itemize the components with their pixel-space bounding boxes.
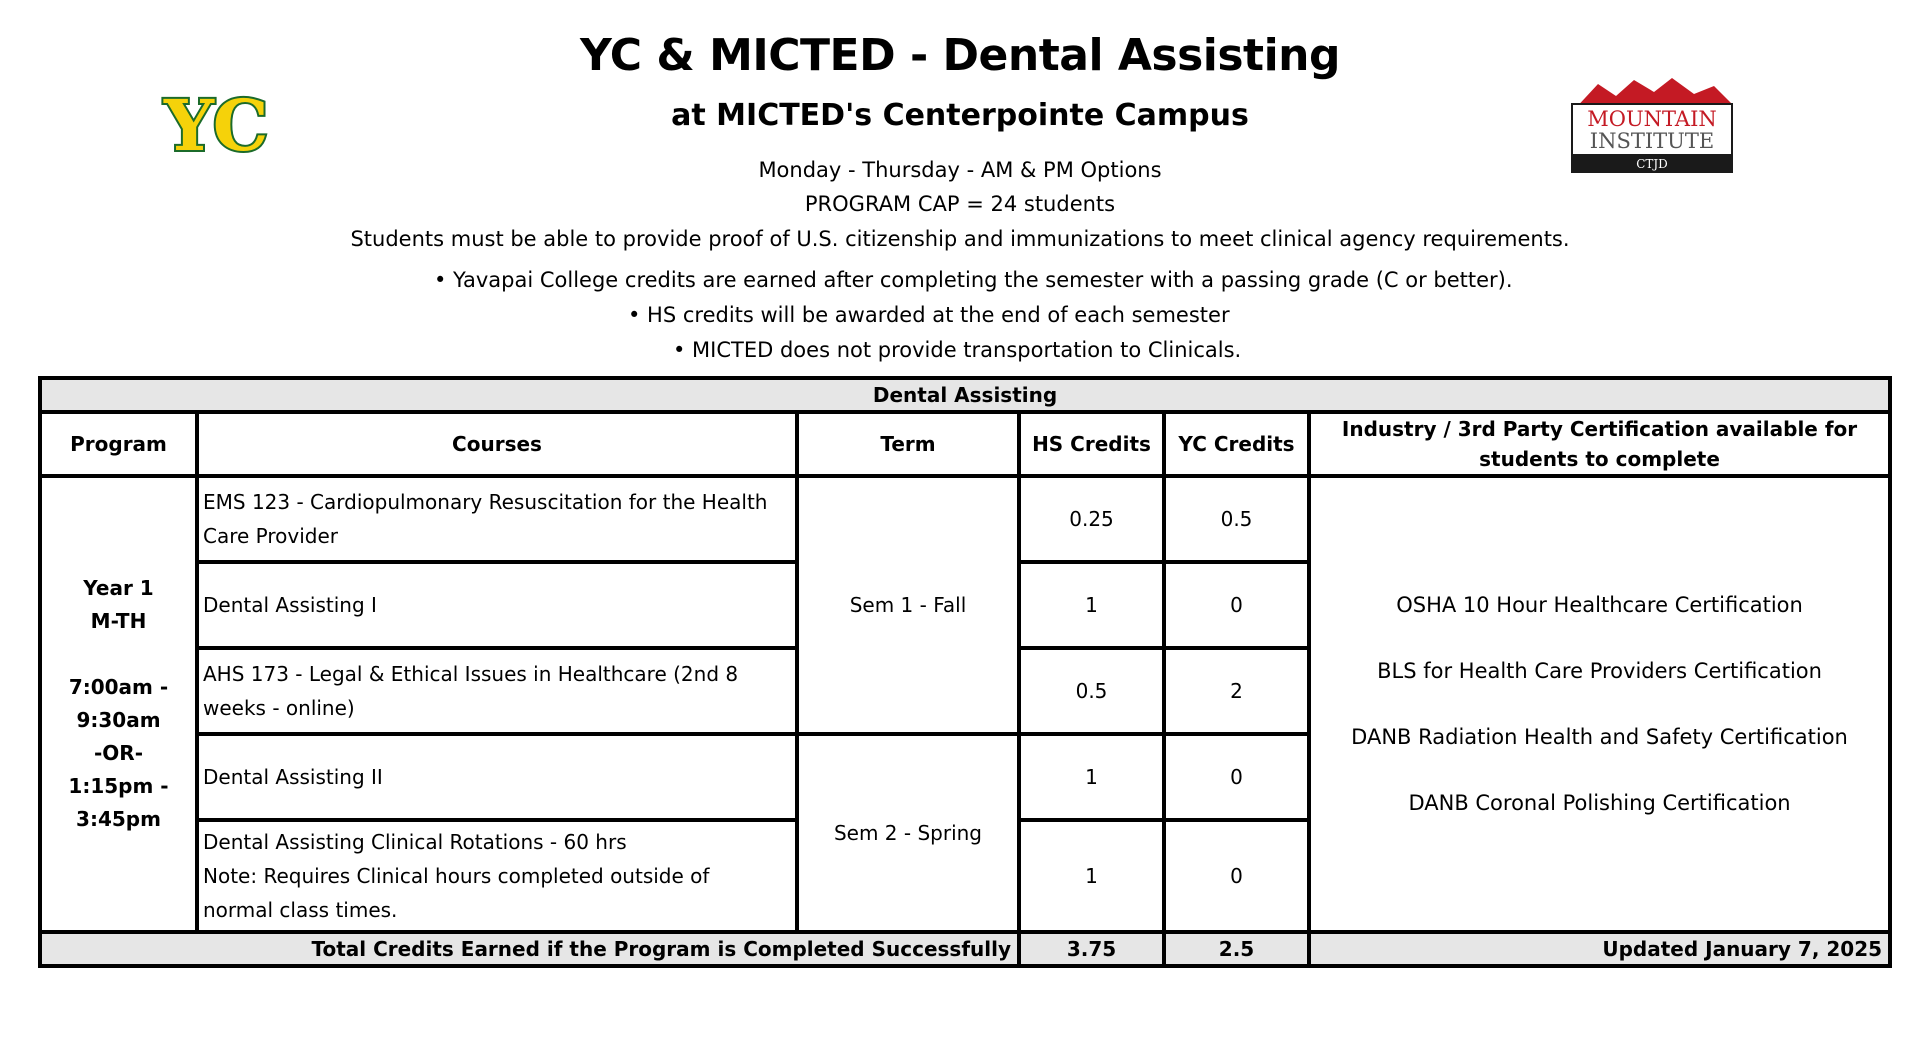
table-row: [40, 476, 1890, 562]
page-title: YC & MICTED - Dental Assisting: [580, 30, 1340, 81]
hs-credit-cell: 1: [1019, 820, 1164, 932]
yc-credit-cell: 0.5: [1164, 476, 1309, 562]
yc-total: 2.5: [1164, 932, 1309, 966]
col-header-certification: Industry / 3rd Party Certification available for students to complete: [1309, 412, 1890, 476]
yc-logo-text: YC: [164, 84, 269, 167]
totals-label: Total Credits Earned if the Program is Completed Successfully: [40, 932, 1019, 966]
col-header-yc-credits: YC Credits: [1164, 412, 1309, 476]
hs-credit-cell: 0.5: [1019, 648, 1164, 734]
program-cap-text: PROGRAM CAP = 24 students: [804, 192, 1116, 216]
svg-text:CTJD: CTJD: [1636, 157, 1668, 171]
col-header-courses: Courses: [197, 412, 797, 476]
course-name: EMS 123 - Cardiopulmonary Resuscitation for the Health Care Provider: [197, 476, 797, 562]
totals-row: [40, 932, 1890, 966]
yc-credit-cell: 0: [1164, 734, 1309, 820]
mountain-institute-logo: [1568, 74, 1736, 174]
bullet-hs-credits: • HS credits will be awarded at the end of each semester: [628, 303, 1230, 327]
course-note: Note: Requires Clinical hours completed outside of: [203, 864, 710, 888]
certification-item: DANB Coronal Polishing Certification: [1408, 791, 1791, 815]
hs-credit-cell: 1: [1019, 562, 1164, 648]
certification-item: OSHA 10 Hour Healthcare Certification: [1396, 593, 1803, 617]
yc-credit-cell: 0: [1164, 820, 1309, 932]
course-name-with-note: Dental Assisting Clinical Rotations - 60 hrs Note: Requires Clinical hours completed outside of normal class times.: [197, 820, 797, 932]
schedule-text: Monday - Thursday - AM & PM Options: [758, 158, 1162, 182]
hs-credit-cell: 1: [1019, 734, 1164, 820]
certification-list: [1309, 476, 1890, 932]
requirement-text: Students must be able to provide proof of U.S. citizenship and immunizations to meet clinical agency requirements.: [350, 227, 1570, 251]
page-subtitle: at MICTED's Centerpointe Campus: [671, 98, 1249, 133]
bullet-transportation: • MICTED does not provide transportation to Clinicals.: [673, 338, 1242, 362]
col-header-program: Program: [40, 412, 197, 476]
yavapai-college-logo: [160, 84, 300, 184]
term-cell: Sem 2 - Spring: [797, 734, 1019, 932]
hs-credit-cell: 0.25: [1019, 476, 1164, 562]
program-cell: Year 1 M-TH 7:00am - 9:30am -OR- 1:15pm - 3:45pm: [40, 476, 197, 932]
course-name: Dental Assisting II: [197, 734, 797, 820]
col-header-hs-credits: HS Credits: [1019, 412, 1164, 476]
program-table: [38, 376, 1892, 968]
course-name: AHS 173 - Legal & Ethical Issues in Healthcare (2nd 8 weeks - online): [197, 648, 797, 734]
col-header-term: Term: [797, 412, 1019, 476]
term-cell: Sem 1 - Fall: [797, 476, 1019, 734]
certification-item: BLS for Health Care Providers Certification: [1377, 659, 1822, 683]
table-banner: Dental Assisting: [40, 378, 1890, 412]
certification-item: DANB Radiation Health and Safety Certification: [1351, 725, 1848, 749]
svg-text:MOUNTAIN: MOUNTAIN: [1587, 107, 1717, 131]
course-name: Dental Assisting I: [197, 562, 797, 648]
updated-date: Updated January 7, 2025: [1309, 932, 1890, 966]
hs-total: 3.75: [1019, 932, 1164, 966]
yc-credit-cell: 2: [1164, 648, 1309, 734]
yc-credit-cell: 0: [1164, 562, 1309, 648]
svg-text:INSTITUTE: INSTITUTE: [1589, 129, 1715, 153]
bullet-credits: • Yavapai College credits are earned after completing the semester with a passing grade (C or better).: [434, 268, 1513, 292]
